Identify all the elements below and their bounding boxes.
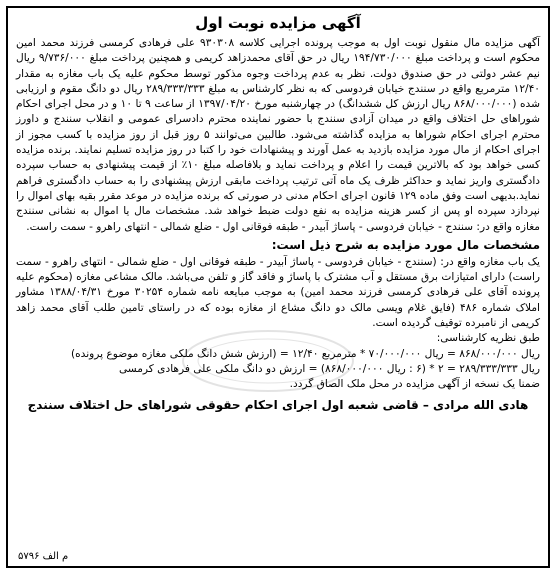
calc-line-2: ریال ۲۸۹/۳۳۳/۳۳۳ = ۲ * (۶ : ریال ۸۶۸/۰۰۰/۰۰۰) = ارزش دو دانگ ملکی علی فرهادی کرمسی [118, 362, 540, 375]
expert-heading: طبق نظریه کارشناسی: [436, 332, 540, 345]
notice-title: آگهی مزایده نوبت اول [195, 14, 361, 32]
notice-frame [6, 6, 550, 568]
specs-body: یک باب مغازه واقع در: (سنندج - خیابان فردوسی - پاساژ آبیدر - طبقه فوقانی اول - ضلع شمالی - انتهای راهرو - سمت راست) دارای امتیازات برق مستقل و آب مشترک با پاساژ و فاقد گاز و تلفن می‌باشد. مالک مشاعی مغازه (محکوم علیه پرونده آقای علی فرهادی کرمسی فرزند محمد امین) به موجب مبایعه نامه شماره ۳۰۲۵۴ مورخ ۱۳۸۸/۰۴/۳۱ مشاور املاک شماره ۴۸۶ (فایق غلام ویسی مالک دو دانگ مشاع از مغازه بوده که در راستای تامین طلب آقای محمد زاهد کریمی از نامبرده توقیف گردیده است. [16, 255, 541, 330]
posting-note: ضمنا یک نسخه از آگهی مزایده در محل ملک الصاق گردد. [289, 378, 540, 391]
calc-line-1: ریال ۸۶۸/۰۰۰/۰۰۰ = ریال ۷۰/۰۰۰/۰۰۰ * مترمربع ۱۲/۴۰ = (ارزش شش دانگ ملکی مغازه موضوع پرونده) [70, 347, 540, 360]
reference-number: م الف ۵۷۹۶ [18, 551, 69, 562]
notice-body: آگهی مزایده مال منقول نوبت اول به موجب پرونده اجرایی کلاسه ۹۳۰۳۰۸ علی فرهادی کرمسی فرزند محمد امین محکوم است و پرداخت مبلغ ۱۹۴/۷۳۰/۰۰۰ ریال در حق آقای محمدزاهد کریمی و همچنین پرداخت مبلغ ۹/۷۳۶/۰۰۰ ریال نیم عشر دولتی در حق صندوق دولت. نظر به عدم پرداخت وجوه مذکور توسط محکوم علیه یک باب مغازه به مقدار ۱۲/۴۰ مترمربع واقع در سنندج خیابان فردوسی که به نظر کارشناس به مبلغ ۲۸۹/۳۳۳/۳۳۳ ریال دو دانگ مقوم و ارزیابی شده (۸۶۸/۰۰۰/۰۰۰ ریال ارزش کل ششدانگ) در چهارشنبه مورخ ۱۳۹۷/۰۴/۲۰ از ساعت ۹ تا ۱۰ و در محل اجرای احکام شوراهای حل اختلاف واقع در میدان آزادی سنندج با حضور نماینده محترم دادسرای عمومی و انقلاب سنندج و داورز محترم اجرای احکام شوراها به مزایده گذاشته می‌شود. طالبین می‌توانند ۵ روز قبل از روز مزایده با کسب مجوز از اجرای احکام از مال مورد مزایده بازدید به عمل آورند و پیشنهادات خود را کتبا در روز مزایده تسلیم نمایند. برنده مزایده کسی خواهد بود که بالاترین قیمت را اعلام و پرداخت نماید و بلافاصله مبلغ ۱۰٪ از قیمت پیشنهادی به حساب سپرده دادگستری واریز نماید و حداکثر ظرف یک ماه آتی ترتیب پرداخت مابقی ارزش پیشنهادی را به حساب دادگستری فراهم نماید.بدیهی است وفق ماده ۱۲۹ قانون اجرای احکام مدنی در صورتی که برنده مزایده در موعد مقرر بقیه بهای اموال را نپردازد سپرده او پس از کسر هزینه مزایده به نفع دولت ضبط خواهد شد. مشخصات مال یا اموال به نشانی سنندج مغازه واقع در: سنندج - خیابان فردوسی - پاساژ آبیدر - طبقه فوقانی اول - ضلع شمالی - انتهای راهرو - سمت راست. [16, 37, 541, 233]
specs-heading: مشخصات مال مورد مزایده به شرح ذیل است: [271, 237, 540, 252]
judge-signature: هادی الله مرادی – قاضی شعبه اول اجرای احکام حقوقی شوراهای حل اختلاف سنندج [27, 397, 529, 412]
